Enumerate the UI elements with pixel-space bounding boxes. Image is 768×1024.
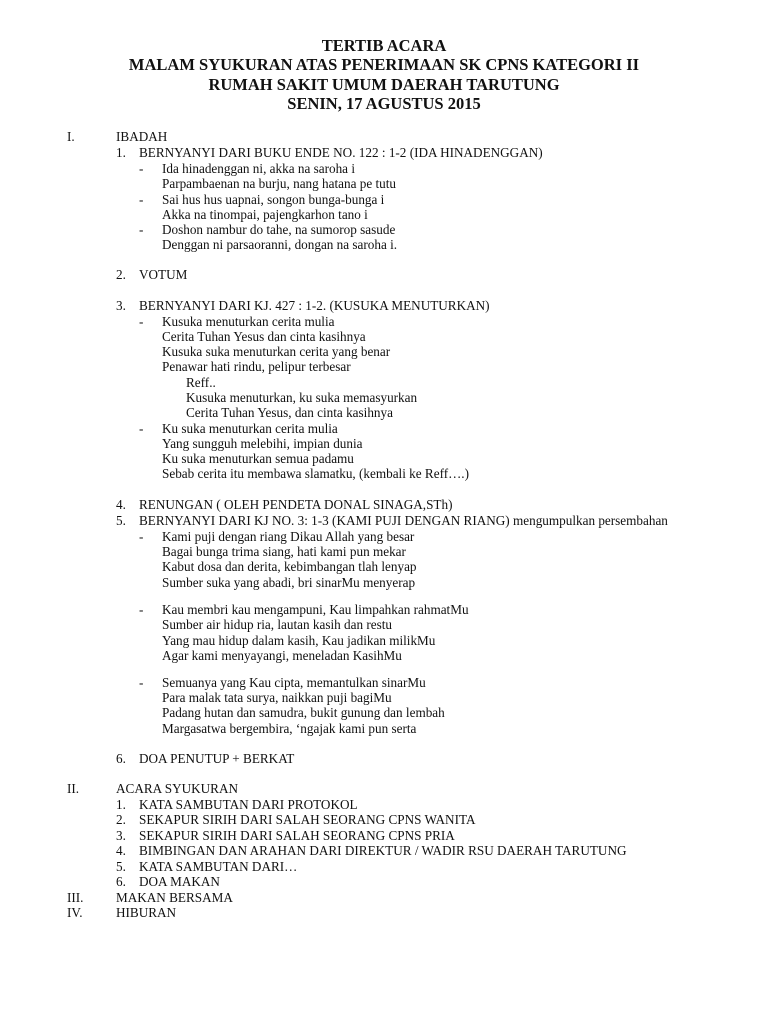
- lyric-line: Yang sungguh melebihi, impian dunia: [162, 436, 363, 451]
- item-title: KATA SAMBUTAN DARI PROTOKOL: [139, 797, 358, 812]
- lyric-line: Sumber air hidup ria, lautan kasih dan restu: [162, 617, 392, 632]
- lyric-line: Sebab cerita itu membawa slamatku, (kembali ke Reff….): [162, 466, 469, 481]
- verse-dash: -: [139, 602, 144, 617]
- lyric-line: Sai hus hus uapnai, songon bunga-bunga i: [162, 192, 385, 207]
- verse-dash: -: [139, 192, 144, 207]
- lyric-line: Cerita Tuhan Yesus, dan cinta kasihnya: [186, 405, 393, 420]
- item-number: 1.: [116, 797, 126, 812]
- doc-subtitle: MALAM SYUKURAN ATAS PENERIMAAN SK CPNS KATEGORI II: [128, 55, 640, 74]
- lyric-line: Kami puji dengan riang Dikau Allah yang besar: [162, 529, 415, 544]
- section-title: HIBURAN: [116, 905, 177, 920]
- lyric-line: Sumber suka yang abadi, bri sinarMu menyerap: [162, 575, 416, 590]
- item-number: 5.: [116, 859, 126, 874]
- reff-label: Reff..: [186, 375, 216, 390]
- item-number: 2.: [116, 812, 126, 827]
- lyric-line: Ku suka menuturkan semua padamu: [162, 451, 354, 466]
- section-title: IBADAH: [116, 129, 168, 144]
- lyric-line: Yang mau hidup dalam kasih, Kau jadikan milikMu: [162, 633, 436, 648]
- verse-dash: -: [139, 421, 144, 436]
- lyric-line: Bagai bunga trima siang, hati kami pun mekar: [162, 544, 406, 559]
- section-number: I.: [67, 129, 75, 144]
- item-number: 5.: [116, 513, 126, 528]
- lyric-line: Agar kami menyayangi, meneladan KasihMu: [162, 648, 402, 663]
- lyric-line: Para malak tata surya, naikkan puji bagiMu: [162, 690, 392, 705]
- section-number: III.: [67, 890, 84, 905]
- item-title: SEKAPUR SIRIH DARI SALAH SEORANG CPNS WANITA: [139, 812, 476, 827]
- item-title: BERNYANYI DARI KJ. 427 : 1-2. (KUSUKA MENUTURKAN): [139, 298, 490, 313]
- lyric-line: Kabut dosa dan derita, kebimbangan tlah lenyap: [162, 559, 417, 574]
- item-number: 4.: [116, 843, 126, 858]
- lyric-line: Margasatwa bergembira, ‘ngajak kami pun serta: [162, 721, 417, 736]
- item-number: 6.: [116, 874, 126, 889]
- section-number: IV.: [67, 905, 83, 920]
- item-title: BERNYANYI DARI KJ NO. 3: 1-3 (KAMI PUJI DENGAN RIANG) mengumpulkan persembahan: [139, 513, 668, 528]
- section-title: MAKAN BERSAMA: [116, 890, 233, 905]
- section-number: II.: [67, 781, 80, 796]
- item-title: DOA PENUTUP + BERKAT: [139, 751, 295, 766]
- lyric-line: Akka na tinompai, pajengkarhon tano i: [162, 207, 368, 222]
- lyric-line: Parpambaenan na burju, nang hatana pe tutu: [162, 176, 396, 191]
- lyric-line: Denggan ni parsaoranni, dongan na saroha i.: [162, 237, 398, 252]
- lyric-line: Doshon nambur do tahe, na sumorop sasude: [162, 222, 396, 237]
- section-title: ACARA SYUKURAN: [116, 781, 239, 796]
- lyric-line: Padang hutan dan samudra, bukit gunung dan lembah: [162, 705, 445, 720]
- item-title: BIMBINGAN DAN ARAHAN DARI DIREKTUR / WADIR RSU DAERAH TARUTUNG: [139, 843, 627, 858]
- item-number: 3.: [116, 298, 126, 313]
- doc-institution: RUMAH SAKIT UMUM DAERAH TARUTUNG: [208, 75, 560, 94]
- item-number: 3.: [116, 828, 126, 843]
- lyric-line: Kau membri kau mengampuni, Kau limpahkan rahmatMu: [162, 602, 469, 617]
- verse-dash: -: [139, 161, 144, 176]
- lyric-line: Kusuka menuturkan cerita mulia: [162, 314, 335, 329]
- item-number: 4.: [116, 497, 126, 512]
- item-title: KATA SAMBUTAN DARI…: [139, 859, 298, 874]
- item-number: 2.: [116, 267, 126, 282]
- item-number: 6.: [116, 751, 126, 766]
- lyric-line: Kusuka menuturkan, ku suka memasyurkan: [186, 390, 418, 405]
- item-title: DOA MAKAN: [139, 874, 220, 889]
- item-title: RENUNGAN ( OLEH PENDETA DONAL SINAGA,STh): [139, 497, 453, 512]
- verse-dash: -: [139, 314, 144, 329]
- item-title: SEKAPUR SIRIH DARI SALAH SEORANG CPNS PRIA: [139, 828, 455, 843]
- lyric-line: Penawar hati rindu, pelipur terbesar: [162, 359, 351, 374]
- verse-dash: -: [139, 222, 144, 237]
- item-title: BERNYANYI DARI BUKU ENDE NO. 122 : 1-2 (IDA HINADENGGAN): [139, 145, 543, 160]
- lyric-line: Kusuka suka menuturkan cerita yang benar: [162, 344, 391, 359]
- verse-dash: -: [139, 675, 144, 690]
- item-number: 1.: [116, 145, 126, 160]
- verse-dash: -: [139, 529, 144, 544]
- lyric-line: Semuanya yang Kau cipta, memantulkan sinarMu: [162, 675, 426, 690]
- doc-date: SENIN, 17 AGUSTUS 2015: [287, 94, 481, 113]
- doc-title: TERTIB ACARA: [321, 36, 447, 55]
- item-title: VOTUM: [139, 267, 188, 282]
- lyric-line: Ku suka menuturkan cerita mulia: [162, 421, 338, 436]
- lyric-line: Ida hinadenggan ni, akka na saroha i: [162, 161, 355, 176]
- lyric-line: Cerita Tuhan Yesus dan cinta kasihnya: [162, 329, 366, 344]
